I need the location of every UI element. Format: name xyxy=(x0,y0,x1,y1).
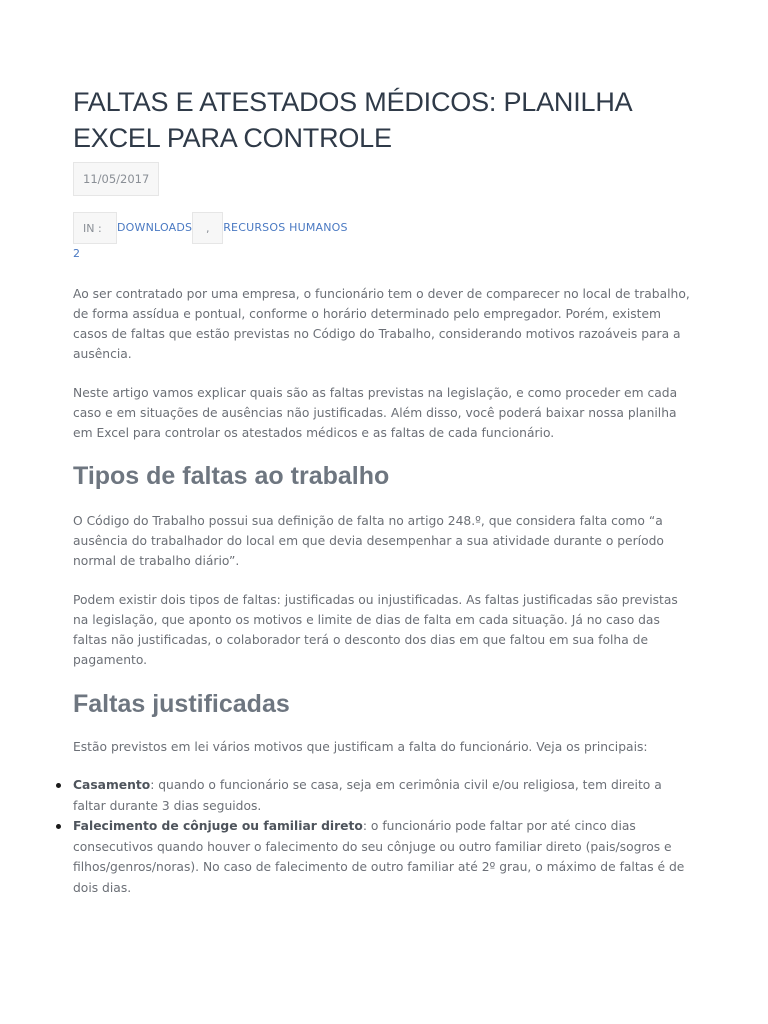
categories-prefix: IN : xyxy=(73,212,117,244)
justificadas-list xyxy=(73,775,696,898)
intro-paragraph-2: Neste artigo vamos explicar quais são as faltas previstas na legislação, e como proceder em cada caso e em situações de ausências não justificadas. Além disso, você poderá baixar nossa planilha em Excel para controlar os atestados médicos e as faltas de cada funcionário. xyxy=(73,386,678,440)
category-separator: , xyxy=(192,212,223,244)
list-item-text: : o funcionário pode faltar por até cinco dias consecutivos quando houver o falecimento do seu cônjuge ou outro familiar direto (pais/sogros e filhos/genros/noras). No caso de falecimento de outro familiar até 2º grau, o máximo de faltas é de dois dias. xyxy=(73,819,685,895)
intro-paragraph-1: Ao ser contratado por uma empresa, o funcionário tem o dever de comparecer no local de trabalho, de forma assídua e pontual, conforme o horário determinado pelo empregador. Porém, existem casos de faltas que estão previstas no Código do Trabalho, considerando motivos razoáveis para a ausência. xyxy=(73,287,690,361)
tipos-paragraph-2: Podem existir dois tipos de faltas: justificadas ou injustificadas. As faltas justificadas são previstas na legislação, que aponto os motivos e limite de dias de falta em cada situação. Já no caso das faltas não justificadas, o colaborador terá o desconto dos dias em que faltou em sua folha de pagamento. xyxy=(73,593,678,667)
category-list xyxy=(73,212,348,244)
list-item xyxy=(73,816,696,898)
heading-tipos-de-faltas: Tipos de faltas ao trabalho xyxy=(73,462,390,490)
category-link-downloads[interactable]: DOWNLOADS xyxy=(117,221,193,234)
tipos-paragraph-1: O Código do Trabalho possui sua definição de falta no artigo 248.º, que considera falta como “a ausência do trabalhador do local em que devia desempenhar a sua atividade durante o período normal de trabalho diário”. xyxy=(73,514,664,568)
category-link-recursos-humanos[interactable]: RECURSOS HUMANOS xyxy=(223,221,348,234)
post-date: 11/05/2017 xyxy=(73,162,159,196)
bullet-icon xyxy=(56,824,61,829)
comment-count-link[interactable]: 2 xyxy=(73,247,80,260)
list-item-term: Casamento xyxy=(73,778,151,792)
justificadas-intro: Estão previstos em lei vários motivos que justificam a falta do funcionário. Veja os principais: xyxy=(73,740,648,754)
bullet-icon xyxy=(56,783,61,788)
article-title: FALTAS E ATESTADOS MÉDICOS: PLANILHA EXCEL PARA CONTROLE xyxy=(73,87,631,153)
list-item xyxy=(73,775,696,816)
list-item-text: : quando o funcionário se casa, seja em cerimônia civil e/ou religiosa, tem direito a faltar durante 3 dias seguidos. xyxy=(73,778,662,813)
list-item-term: Falecimento de cônjuge ou familiar direto xyxy=(73,819,363,833)
heading-faltas-justificadas: Faltas justificadas xyxy=(73,690,290,718)
